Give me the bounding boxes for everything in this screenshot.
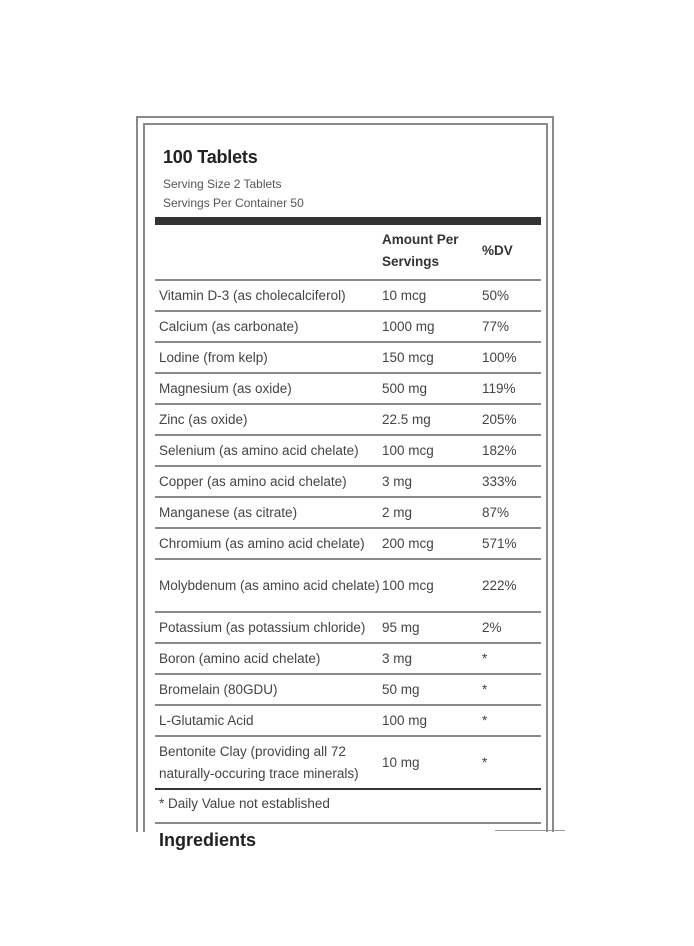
nutrient-dv: * <box>482 736 541 789</box>
table-row <box>155 612 541 643</box>
nutrient-name: Bromelain (80GDU) <box>155 674 382 705</box>
supplement-facts-panel <box>143 123 548 850</box>
nutrient-amount: 150 mcg <box>382 342 482 373</box>
nutrient-name: Bentonite Clay (providing all 72 naturally-occuring trace minerals) <box>155 736 382 789</box>
footnote-divider <box>155 822 541 824</box>
nutrient-name: Copper (as amino acid chelate) <box>155 466 382 497</box>
nutrient-name: Vitamin D-3 (as cholecalciferol) <box>155 280 382 311</box>
nutrient-dv: 222% <box>482 559 541 612</box>
nutrient-amount: 100 mg <box>382 705 482 736</box>
nutrient-amount: 200 mcg <box>382 528 482 559</box>
nutrient-amount: 95 mg <box>382 612 482 643</box>
nutrient-dv: * <box>482 705 541 736</box>
table-row <box>155 705 541 736</box>
nutrient-dv: 50% <box>482 280 541 311</box>
serving-size: Serving Size 2 Tablets <box>163 177 282 191</box>
nutrient-dv: * <box>482 674 541 705</box>
table-header-row <box>155 225 541 280</box>
nutrient-name: Potassium (as potassium chloride) <box>155 612 382 643</box>
nutrient-amount: 50 mg <box>382 674 482 705</box>
nutrient-amount: 100 mcg <box>382 435 482 466</box>
table-row <box>155 373 541 404</box>
nutrient-table <box>155 225 541 790</box>
nutrient-name: Selenium (as amino acid chelate) <box>155 435 382 466</box>
nutrient-amount: 3 mg <box>382 643 482 674</box>
table-row <box>155 466 541 497</box>
servings-per-container: Servings Per Container 50 <box>163 196 304 210</box>
daily-value-footnote: * Daily Value not established <box>159 796 330 811</box>
nutrient-dv: * <box>482 643 541 674</box>
nutrient-dv: 205% <box>482 404 541 435</box>
col-nutrient <box>155 225 382 280</box>
col-amount: Amount Per Servings <box>382 225 482 280</box>
nutrient-name: Magnesium (as oxide) <box>155 373 382 404</box>
table-row <box>155 404 541 435</box>
table-row <box>155 528 541 559</box>
nutrient-name: Lodine (from kelp) <box>155 342 382 373</box>
nutrient-amount: 1000 mg <box>382 311 482 342</box>
nutrient-amount: 2 mg <box>382 497 482 528</box>
nutrient-dv: 100% <box>482 342 541 373</box>
nutrient-dv: 119% <box>482 373 541 404</box>
nutrient-name: Boron (amino acid chelate) <box>155 643 382 674</box>
nutrient-dv: 2% <box>482 612 541 643</box>
table-row <box>155 311 541 342</box>
nutrient-name: Chromium (as amino acid chelate) <box>155 528 382 559</box>
nutrient-name: Molybdenum (as amino acid chelate) <box>155 559 382 612</box>
product-title: 100 Tablets <box>163 147 258 167</box>
nutrient-name: Calcium (as carbonate) <box>155 311 382 342</box>
nutrient-amount: 500 mg <box>382 373 482 404</box>
table-row <box>155 497 541 528</box>
nutrient-dv: 87% <box>482 497 541 528</box>
nutrient-dv: 182% <box>482 435 541 466</box>
table-row <box>155 559 541 612</box>
table-row <box>155 280 541 311</box>
col-dv: %DV <box>482 225 541 280</box>
table-row <box>155 435 541 466</box>
nutrient-name: Zinc (as oxide) <box>155 404 382 435</box>
nutrient-amount: 100 mcg <box>382 559 482 612</box>
ingredients-heading: Ingredients <box>159 830 257 850</box>
thick-divider <box>155 217 541 225</box>
table-row <box>155 342 541 373</box>
nutrient-dv: 571% <box>482 528 541 559</box>
nutrient-amount: 10 mcg <box>382 280 482 311</box>
table-row <box>155 736 541 789</box>
nutrient-amount: 3 mg <box>382 466 482 497</box>
table-row <box>155 643 541 674</box>
nutrient-amount: 10 mg <box>382 736 482 789</box>
nutrient-name: Manganese (as citrate) <box>155 497 382 528</box>
nutrient-name: L-Glutamic Acid <box>155 705 382 736</box>
cropped-edge-line <box>495 830 565 831</box>
nutrient-amount: 22.5 mg <box>382 404 482 435</box>
nutrient-dv: 333% <box>482 466 541 497</box>
table-row <box>155 674 541 705</box>
nutrient-dv: 77% <box>482 311 541 342</box>
